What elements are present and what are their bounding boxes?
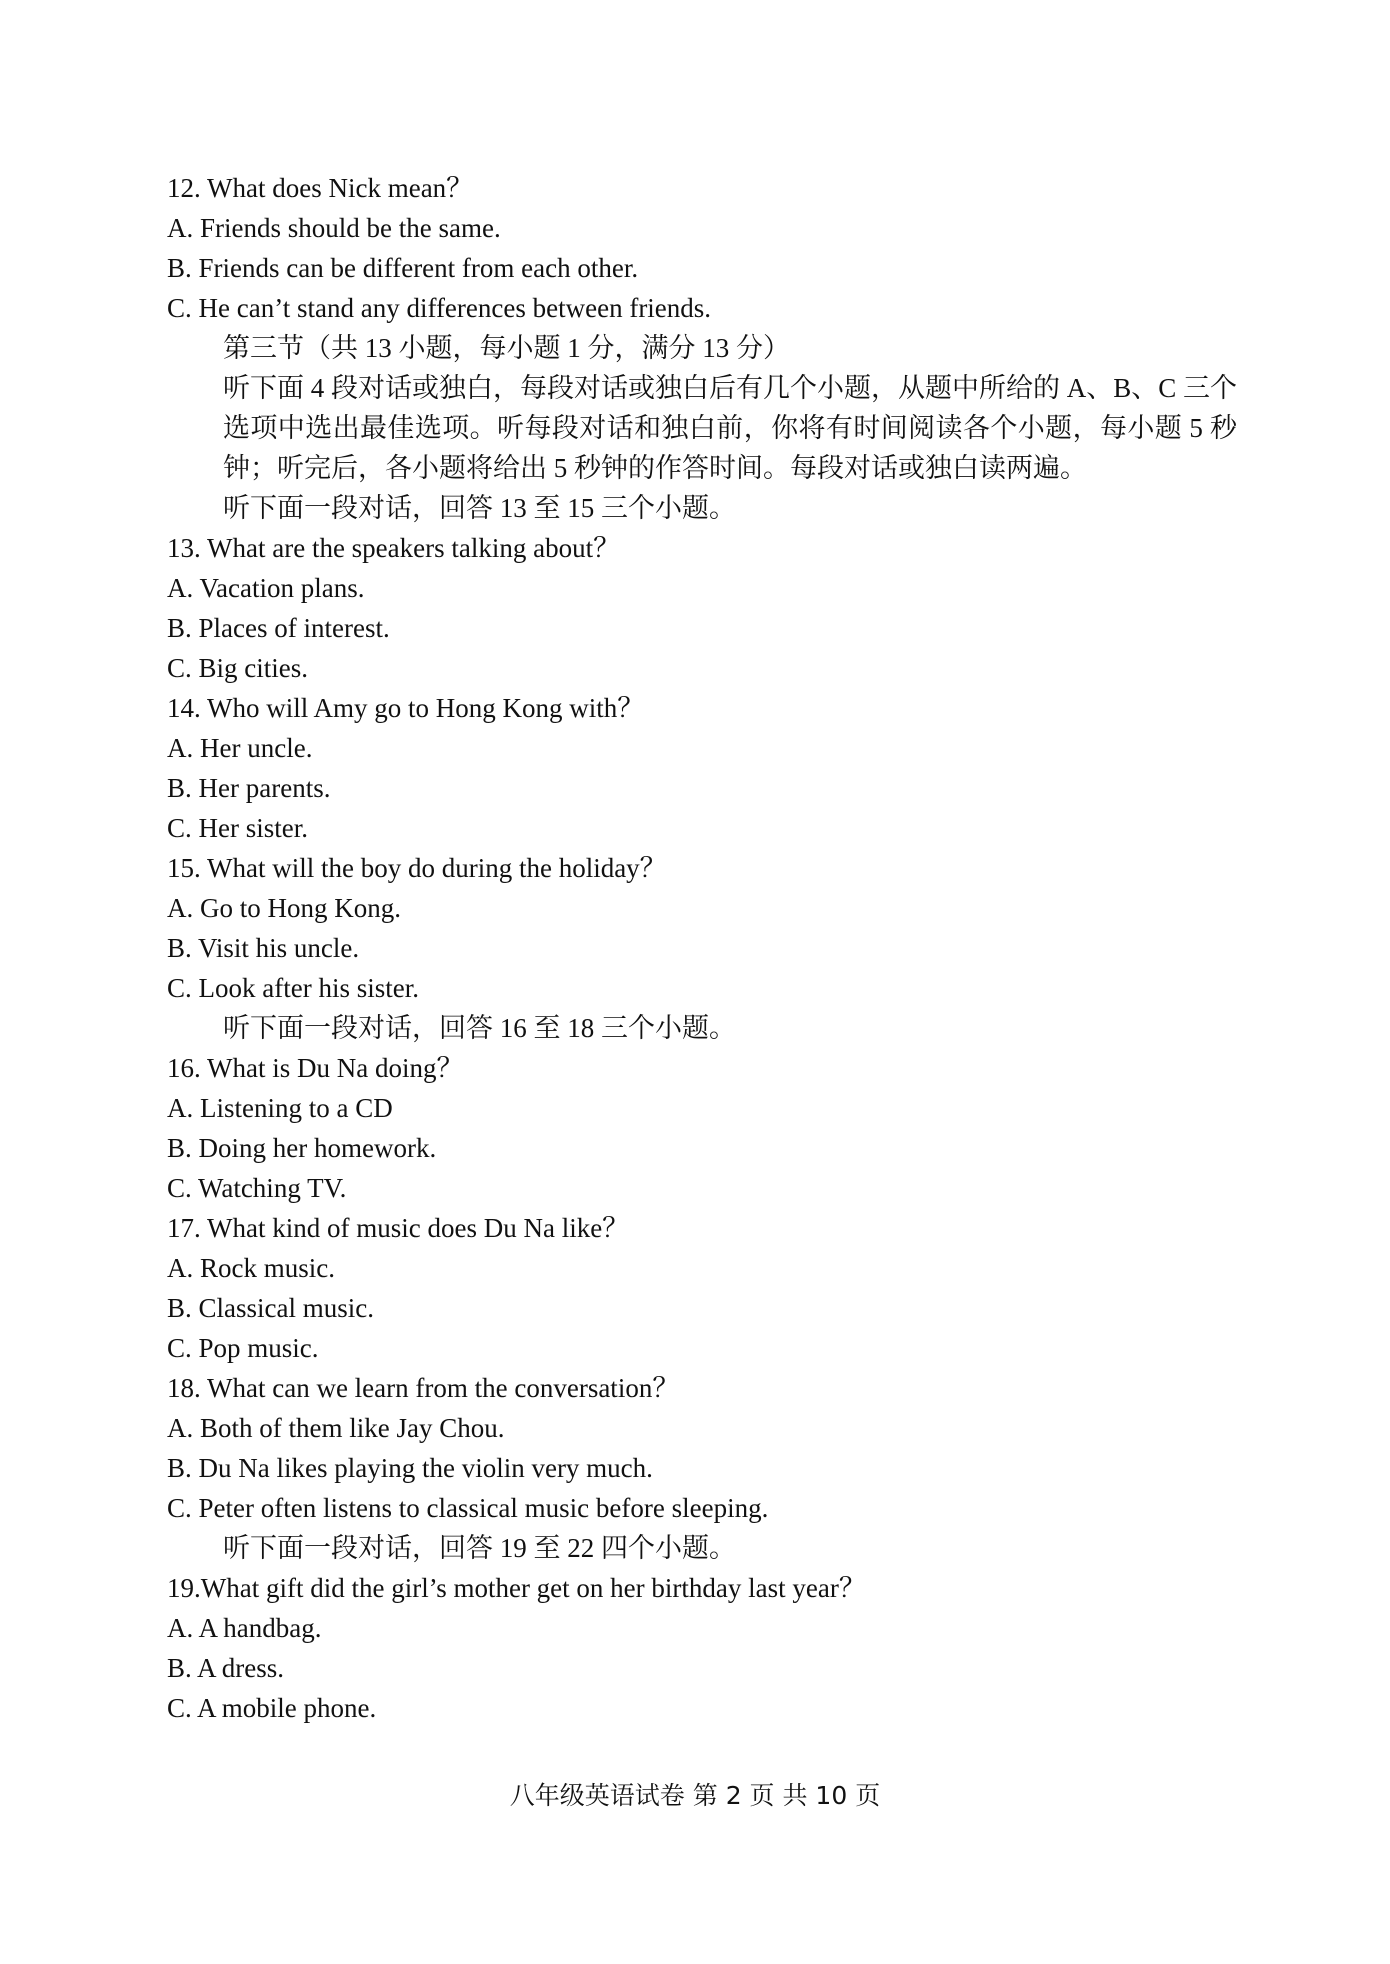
dialog-2-intro: 听下面一段对话，回答 16 至 18 三个小题。 [223,1013,736,1043]
question-16-stem: 16. What is Du Na doing？ [167,1053,464,1083]
question-14-option-c: C. Her sister. [167,813,308,843]
question-19-stem: 19.What gift did the girl’s mother get on her birthday last year？ [167,1573,866,1603]
section-3-title: 第三节（共 13 小题，每小题 1 分，满分 13 分） [223,333,790,363]
question-17-option-c: C. Pop music. [167,1333,319,1363]
question-12-option-c: C. He can’t stand any differences between friends. [167,293,712,323]
question-15-option-b: B. Visit his uncle. [167,933,360,963]
question-19-option-b: B. A dress. [167,1653,285,1683]
question-18-option-c: C. Peter often listens to classical music before sleeping. [167,1493,769,1523]
question-16-option-c: C. Watching TV. [167,1173,347,1203]
section-3-instructions: 听下面 4 段对话或独白，每段对话或独白后有几个小题，从题中所给的 A、B、C 三个选项中选出最佳选项。听每段对话和独白前，你将有时间阅读各个小题，每小题 5 秒钟；听完后，各小题将给出 5 秒钟的作答时间。每段对话或独白读两遍。 [223,373,1238,483]
question-18-option-b: B. Du Na likes playing the violin very much. [167,1453,653,1483]
question-12-stem: 12. What does Nick mean？ [167,173,474,203]
dialog-3-intro: 听下面一段对话，回答 19 至 22 四个小题。 [223,1533,736,1563]
question-13-option-b: B. Places of interest. [167,613,390,643]
question-15-option-c: C. Look after his sister. [167,973,419,1003]
question-14-option-a: A. Her uncle. [167,733,313,763]
question-15-stem: 15. What will the boy do during the holiday？ [167,853,667,883]
question-18-option-a: A. Both of them like Jay Chou. [167,1413,505,1443]
page-content [167,168,1237,1728]
question-13-option-c: C. Big cities. [167,653,308,683]
question-14-option-b: B. Her parents. [167,773,331,803]
question-17-stem: 17. What kind of music does Du Na like？ [167,1213,630,1243]
question-17-option-a: A. Rock music. [167,1253,335,1283]
question-15-option-a: A. Go to Hong Kong. [167,893,401,923]
question-17-option-b: B. Classical music. [167,1293,374,1323]
question-16-option-a: A. Listening to a CD [167,1093,393,1123]
question-13-option-a: A. Vacation plans. [167,573,365,603]
question-16-option-b: B. Doing her homework. [167,1133,437,1163]
question-13-stem: 13. What are the speakers talking about？ [167,533,621,563]
question-12-option-b: B. Friends can be different from each other. [167,253,639,283]
dialog-1-intro: 听下面一段对话，回答 13 至 15 三个小题。 [223,493,736,523]
question-19-option-a: A. A handbag. [167,1613,322,1643]
question-12-option-a: A. Friends should be the same. [167,213,501,243]
question-19-option-c: C. A mobile phone. [167,1693,377,1723]
page-footer: 八年级英语试卷 第 2 页 共 10 页 [509,1781,881,1810]
question-18-stem: 18. What can we learn from the conversation？ [167,1373,680,1403]
question-14-stem: 14. Who will Amy go to Hong Kong with？ [167,693,645,723]
